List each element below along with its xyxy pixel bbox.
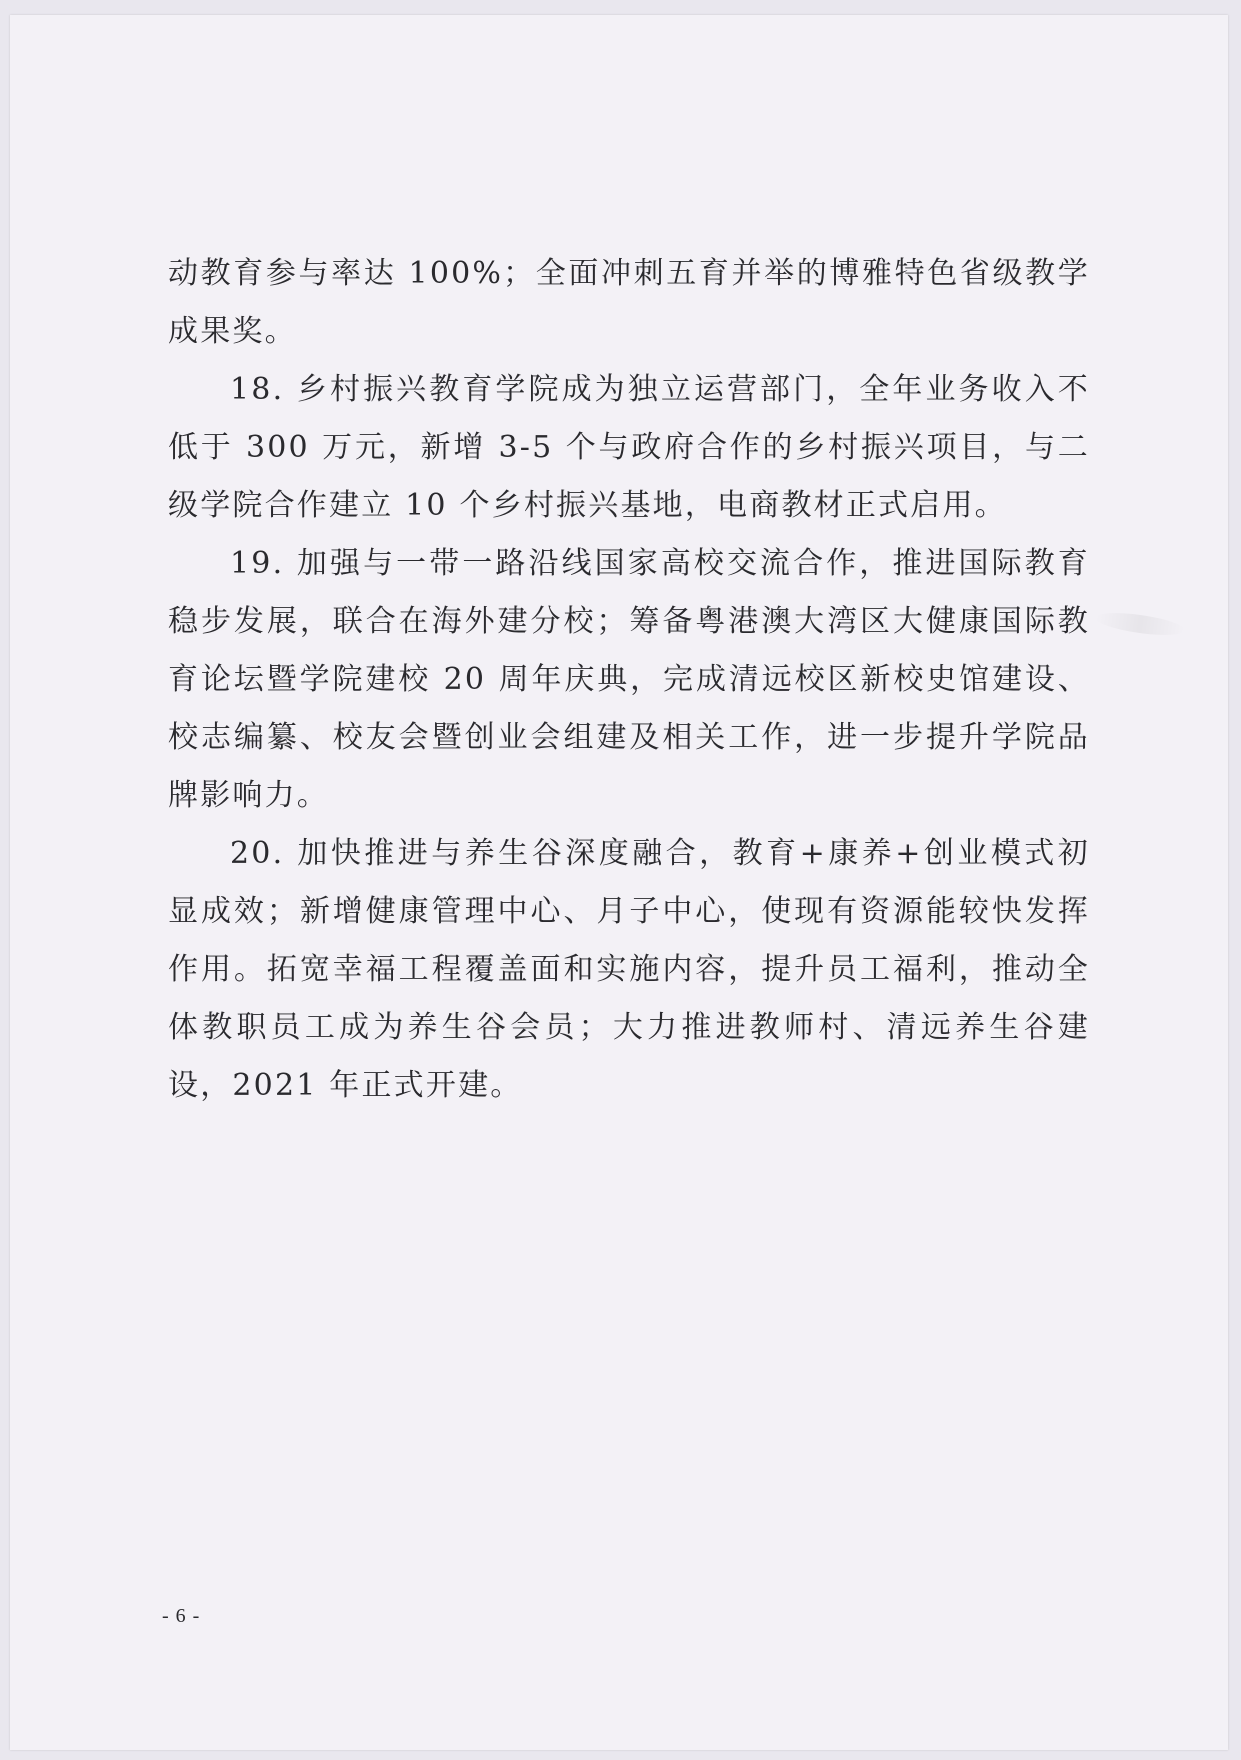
- paragraph-continuation: 动教育参与率达 100%；全面冲刺五育并举的博雅特色省级教学成果奖。: [168, 256, 1090, 349]
- paragraph-item-20: 20. 加快推进与养生谷深度融合，教育+康养+创业模式初显成效；新增健康管理中心、月子中心，使现有资源能较快发挥作用。拓宽幸福工程覆盖面和实施内容，提升员工福利，推动全体教职员工成为养生谷会员；大力推进教师村、清远养生谷建设，2021 年正式开建。: [168, 836, 1090, 1103]
- paper-crease: [1094, 609, 1186, 639]
- paragraph-item-19: 19. 加强与一带一路沿线国家高校交流合作，推进国际教育稳步发展，联合在海外建分校；筹备粤港澳大湾区大健康国际教育论坛暨学院建校 20 周年庆典，完成清远校区新校史馆建设、校志编纂、校友会暨创业会组建及相关工作，进一步提升学院品牌影响力。: [168, 546, 1090, 813]
- document-page: [10, 15, 1228, 1750]
- document-body: [168, 245, 1090, 1115]
- paragraph-item-18: 18. 乡村振兴教育学院成为独立运营部门，全年业务收入不低于 300 万元，新增 3-5 个与政府合作的乡村振兴项目，与二级学院合作建立 10 个乡村振兴基地，电商教材正式启用。: [168, 372, 1090, 523]
- page-number: - 6 -: [162, 1605, 201, 1627]
